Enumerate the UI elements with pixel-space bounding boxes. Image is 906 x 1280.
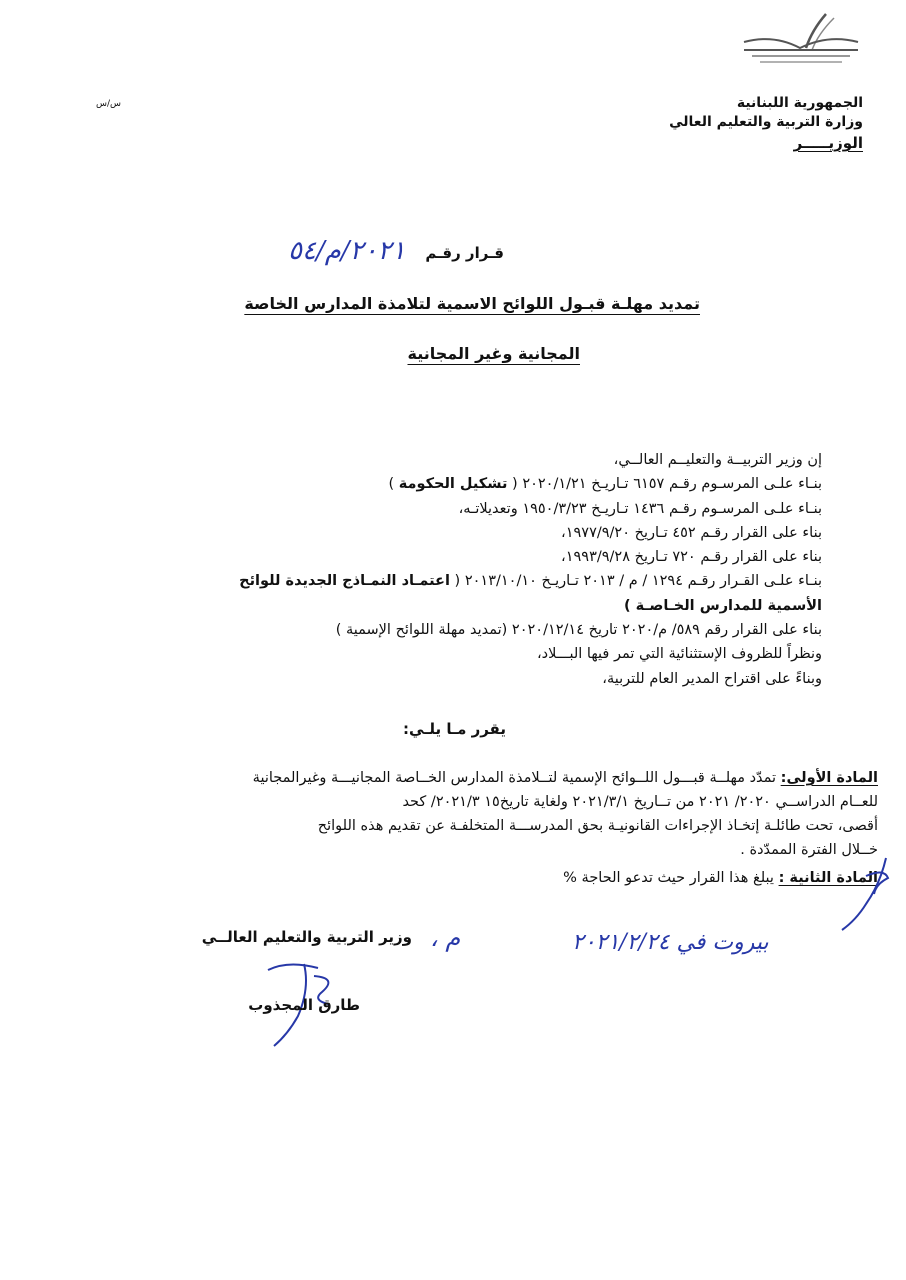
minister-title: وزير التربية والتعليم العالــي	[201, 928, 412, 946]
letterhead	[669, 94, 863, 153]
place-and-date: بيروت في ٢٠٢١/٢/٢٤	[572, 930, 769, 955]
country-name: الجمهورية اللبنانية	[736, 95, 863, 111]
minister-name: طارق المجذوب	[248, 996, 360, 1014]
preamble-line: ونظراً للظروف الإستثنائية التي تمر فيها البـــلاد،	[536, 646, 822, 663]
reference-mark: س/س	[96, 99, 122, 109]
title-line-2: المجانية وغير المجانية	[407, 344, 580, 363]
article-1-label: المادة الأولى:	[780, 770, 878, 786]
preamble-bold: اعتمـاد النمـاذج الجديدة للوائح	[239, 573, 450, 590]
preamble-line: بنـاء علـى القـرار رقـم ١٢٩٤ / م / ٢٠١٣ تـاريـخ ٢٠١٣/١٠/١٠ ( اعتمـاد النمـاذج الجديدة للوائح	[239, 573, 822, 590]
decides-heading: يقرر مـا يلـي:	[403, 720, 506, 738]
preamble-line: إن وزير التربيــة والتعليــم العالــي،	[613, 452, 822, 468]
office-name: الوزيـــــر	[793, 134, 863, 152]
preamble-line: بناء على القرار رقم ٥٨٩/ م/٢٠٢٠ تاريخ ٢٠٢٠/١٢/١٤ (تمديد مهلة اللوائح الإسمية )	[335, 622, 822, 639]
article-2: المادة الثانية : يبلغ هذا القرار حيث تدعو الحاجة %	[563, 870, 878, 886]
preamble-bold: تشكيل الحكومة	[398, 476, 508, 493]
preamble-line: بناء على القرار رقـم ٧٢٠ تـاريخ ١٩٩٣/٩/٢٨،	[561, 549, 822, 566]
preamble-line: بنـاء علـى المرسـوم رقـم ٦١٥٧ تـاريـخ ٢٠٢٠/١/٢١ ( تشكيل الحكومة )	[388, 476, 822, 493]
preamble-line: بناء على القرار رقـم ٤٥٢ تـاريخ ١٩٧٧/٩/٢٠،	[561, 524, 822, 541]
article-2-label: المادة الثانية :	[778, 870, 878, 886]
preamble-line: وبناءً على اقتراح المدير العام للتربية،	[602, 670, 822, 687]
decision-number: ٢٠٢١/م/٥٤	[288, 236, 406, 266]
handwritten-initials: م ،	[430, 924, 461, 952]
preamble-line: الأسمية للمدارس الخـاصـة )	[623, 597, 822, 614]
ministry-logo	[738, 8, 866, 70]
preamble-line: بنـاء علـى المرسـوم رقـم ١٤٣٦ تـاريـخ ١٩٥٠/٣/٢٣ وتعديلاتـه،	[458, 500, 822, 517]
preamble	[102, 448, 822, 691]
title-line-1: تمديد مهلـة قبـول اللوائح الاسمية لتلامذة المدارس الخاصة	[244, 294, 700, 313]
margin-signature-icon	[836, 854, 892, 934]
article-1: المادة الأولى: تمدّد مهلــة قبـــول اللــوائح الإسمية لتــلامذة المدارس الخــاصة المجانيـــة وغيرالمجانية للعــام الدراســي ٢٠٢٠/ ٢٠٢١ من تــاريخ ٢٠٢١/٣/١ ولغاية تاريخ١٥ ٢٠٢١/٣/ كحد أقصى، تحت طائلـة إتخـاذ الإجراءات القانونيـة بحق المدرســـة المتخلفـة عن تقديم هذه اللوائح خــلال الفترة الممدّدة .	[252, 770, 878, 858]
decision-label: قـرار رقـم	[425, 244, 504, 262]
ministry-name: وزارة التربية والتعليم العالي	[669, 114, 863, 130]
